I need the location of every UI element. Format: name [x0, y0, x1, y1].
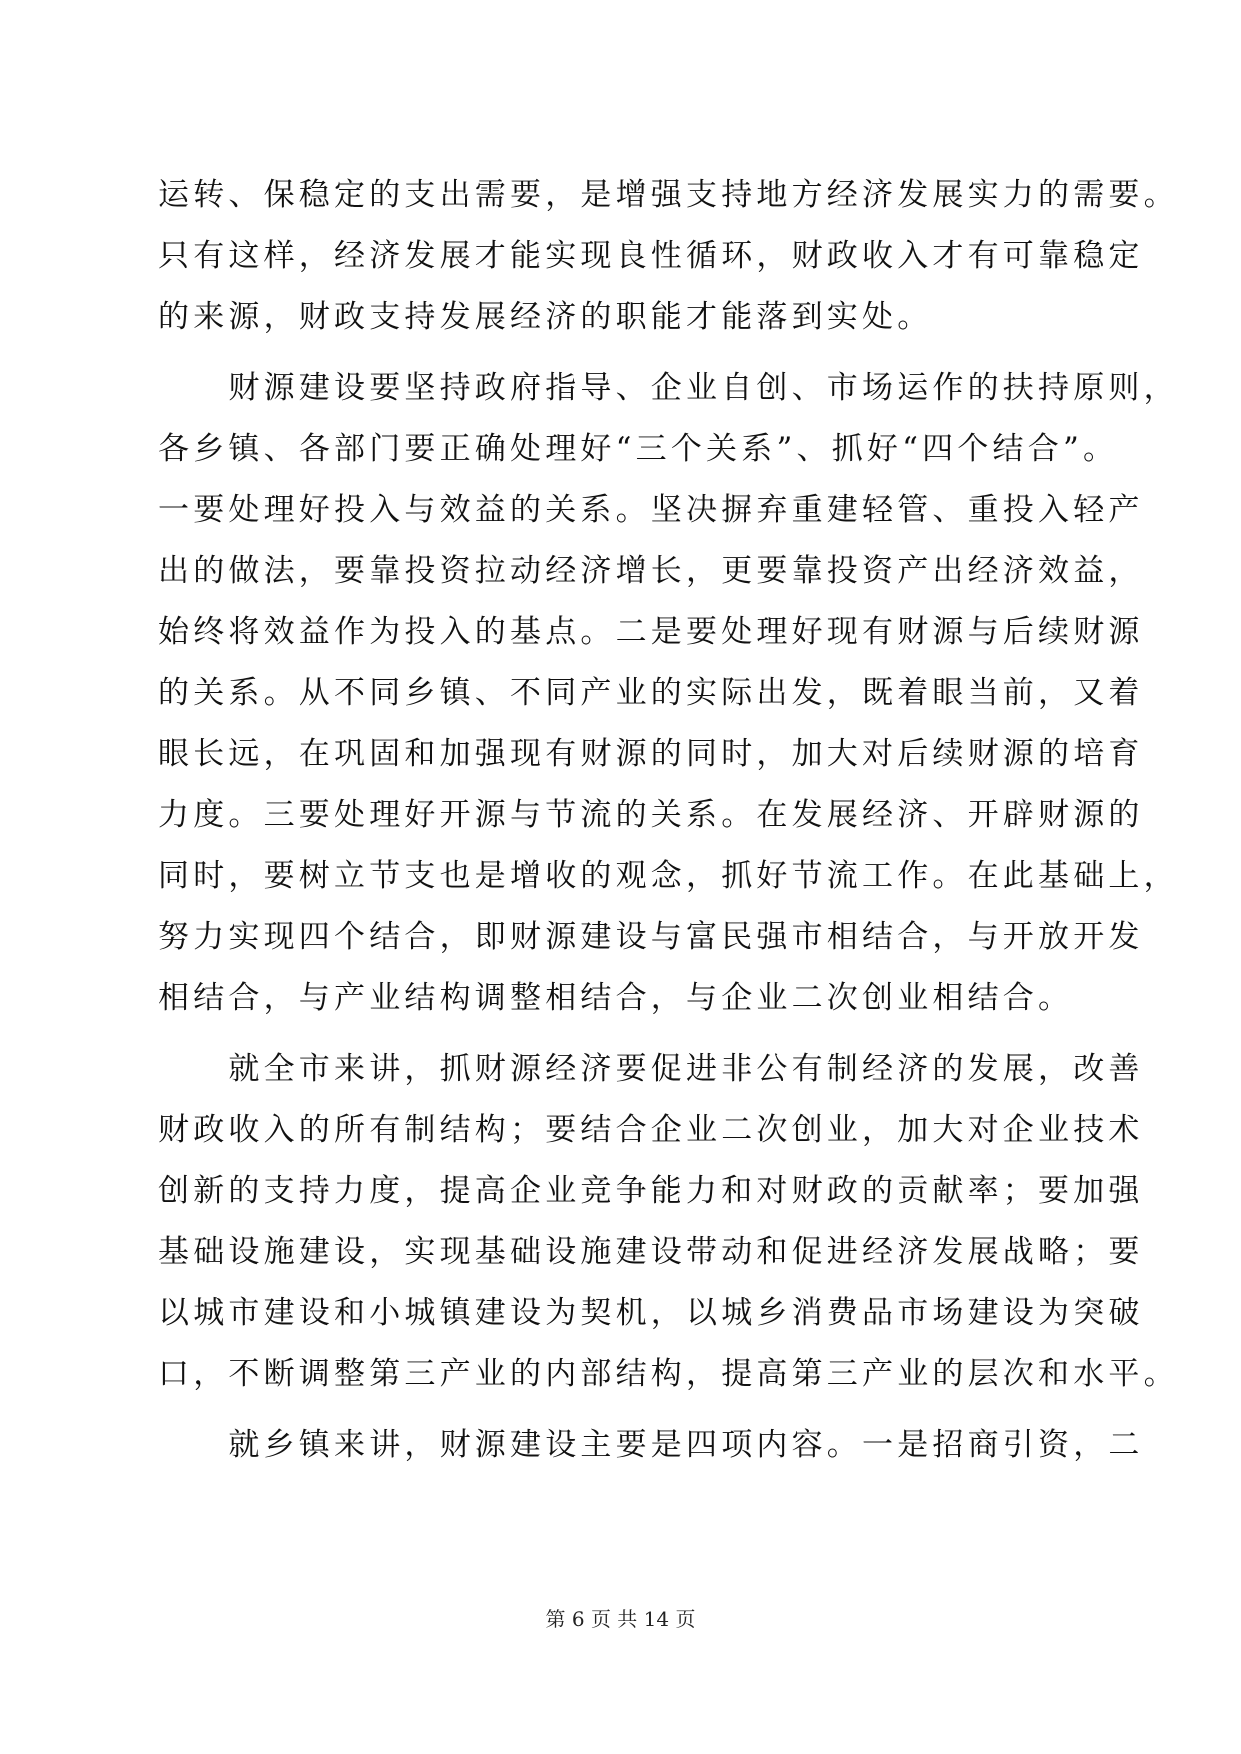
text-line: 只有这样，经济发展才能实现良性循环，财政收入才有可靠稳定	[158, 238, 1144, 274]
page-number-footer: 第 6 页 共 14 页	[545, 1607, 696, 1631]
text-line: 始终将效益作为投入的基点。二是要处理好现有财源与后续财源	[158, 614, 1144, 650]
body-text	[158, 165, 1179, 1476]
text-line: 各乡镇、各部门要正确处理好“三个关系”、抓好“四个结合”。	[158, 431, 1119, 467]
text-line: 就乡镇来讲，财源建设主要是四项内容。一是招商引资，二	[158, 1427, 1144, 1463]
text-line: 运转、保稳定的支出需要，是增强支持地方经济发展实力的需要。	[158, 177, 1179, 213]
text-line: 努力实现四个结合，即财源建设与富民强市相结合，与开放开发	[158, 919, 1144, 955]
text-line: 一要处理好投入与效益的关系。坚决摒弃重建轻管、重投入轻产	[158, 492, 1144, 528]
text-line: 的来源，财政支持发展经济的职能才能落到实处。	[158, 299, 933, 335]
text-line: 财源建设要坚持政府指导、企业自创、市场运作的扶持原则，	[158, 370, 1179, 406]
text-line: 力度。三要处理好开源与节流的关系。在发展经济、开辟财源的	[158, 797, 1144, 833]
text-line: 同时，要树立节支也是增收的观念，抓好节流工作。在此基础上，	[158, 858, 1179, 894]
text-line: 创新的支持力度，提高企业竞争能力和对财政的贡献率；要加强	[158, 1173, 1144, 1209]
text-line: 就全市来讲，抓财源经济要促进非公有制经济的发展，改善	[158, 1051, 1144, 1087]
text-line: 出的做法，要靠投资拉动经济增长，更要靠投资产出经济效益，	[158, 553, 1144, 589]
text-line: 以城市建设和小城镇建设为契机，以城乡消费品市场建设为突破	[158, 1295, 1144, 1331]
text-line: 相结合，与产业结构调整相结合，与企业二次创业相结合。	[158, 980, 1074, 1016]
text-line: 眼长远，在巩固和加强现有财源的同时，加大对后续财源的培育	[158, 736, 1144, 772]
text-line: 基础设施建设，实现基础设施建设带动和促进经济发展战略；要	[158, 1234, 1144, 1270]
text-line: 口，不断调整第三产业的内部结构，提高第三产业的层次和水平。	[158, 1356, 1179, 1392]
text-line: 财政收入的所有制结构；要结合企业二次创业，加大对企业技术	[158, 1112, 1144, 1148]
text-line: 的关系。从不同乡镇、不同产业的实际出发，既着眼当前，又着	[158, 675, 1144, 711]
